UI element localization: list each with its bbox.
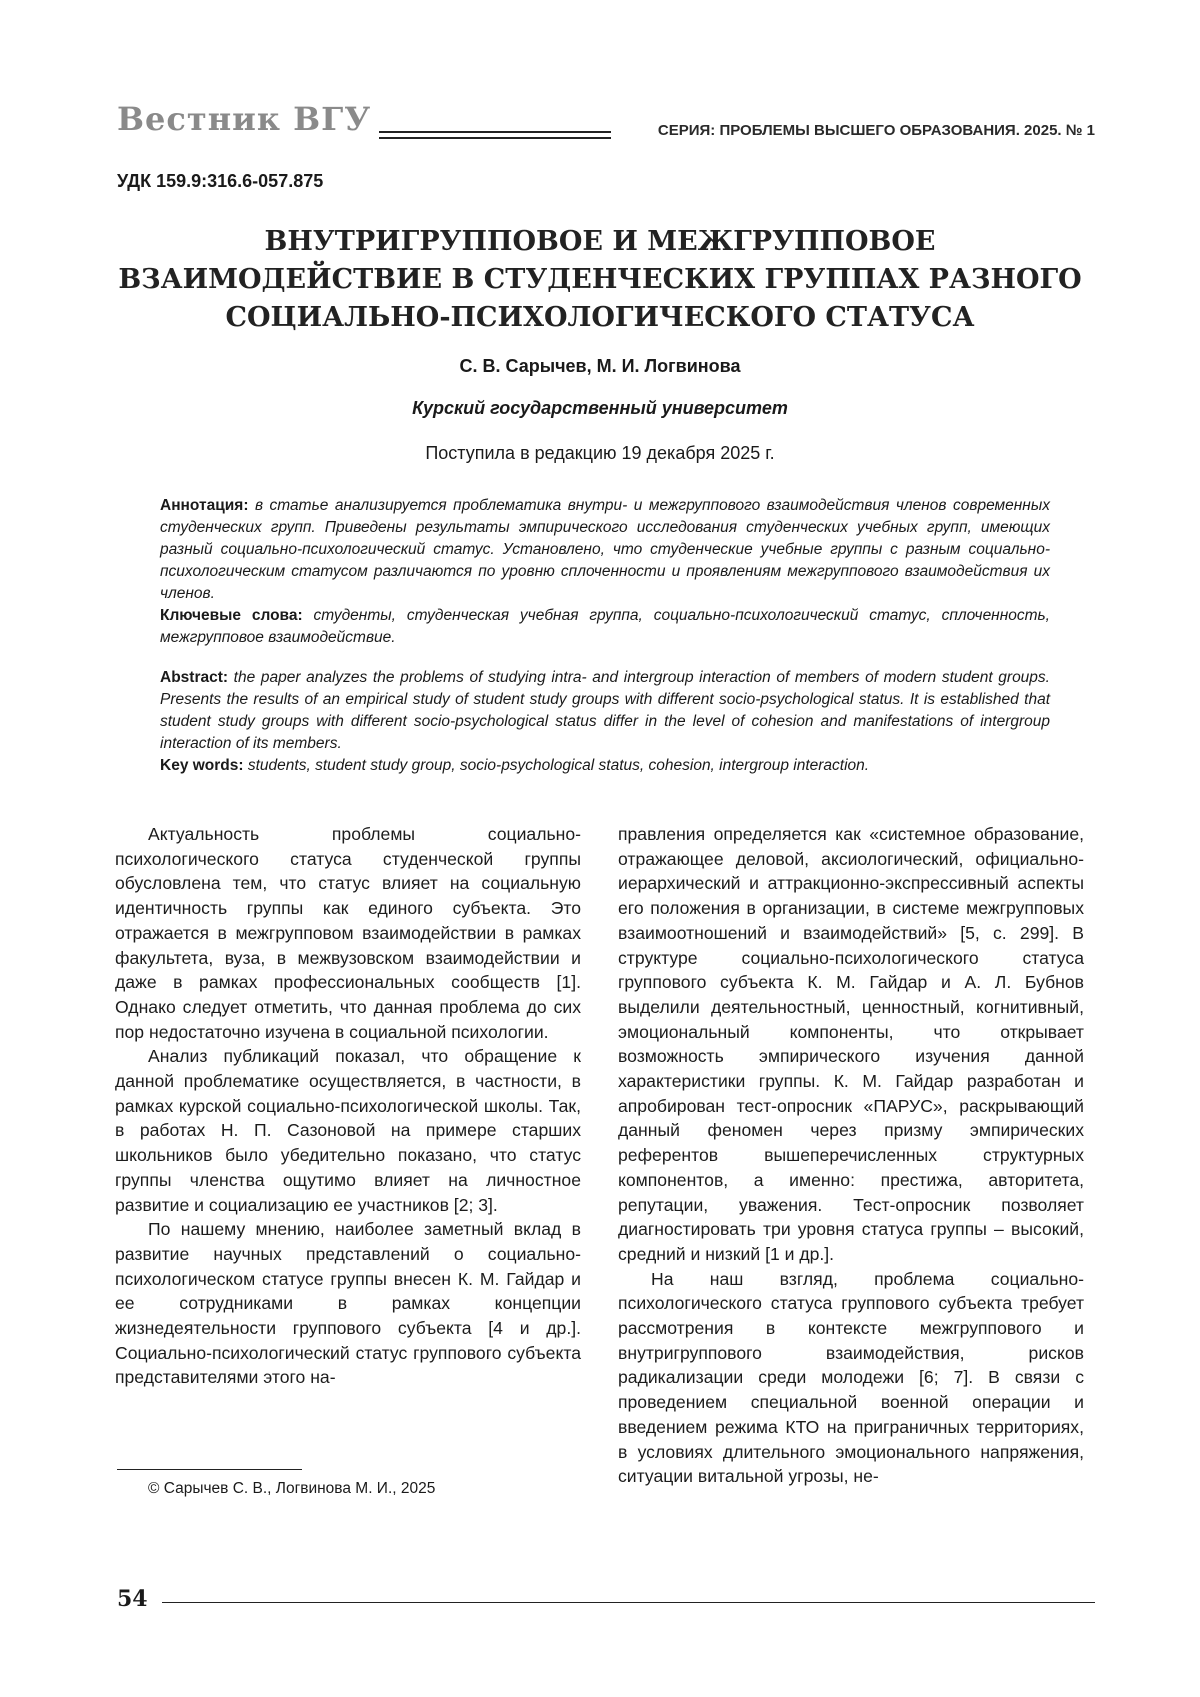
- abstract-en-text: the paper analyzes the problems of studying intra- and intergroup interaction of members of modern student groups. Presents the results of an empirical study of student study groups with different socio-psychological status. It is established that student study groups with different socio-psychological status differ in the level of cohesion and manifestations of intergroup interaction of its members.: [160, 669, 1050, 752]
- annotation-ru-block: [160, 495, 1050, 649]
- running-header: [117, 100, 1095, 150]
- keywords-en-text: students, student study group, socio-psychological status, cohesion, intergroup interaction.: [247, 757, 870, 774]
- annotation-ru-label: Аннотация:: [160, 497, 249, 514]
- keywords-ru-text: студенты, студенческая учебная группа, социально-психологический статус, сплоченность, межгрупповое взаимодействие.: [160, 607, 1050, 646]
- keywords-ru-label: Ключевые слова:: [160, 607, 303, 624]
- journal-name: Вестник ВГУ: [117, 100, 372, 138]
- affiliation: Курский государственный университет: [412, 398, 788, 418]
- header-rule: [379, 131, 611, 139]
- article-title: ВНУТРИГРУППОВОЕ И МЕЖГРУППОВОЕ ВЗАИМОДЕЙСТВИЕ В СТУДЕНЧЕСКИХ ГРУППАХ РАЗНОГО СОЦИАЛЬНО-ПСИХОЛОГИЧЕСКОГО СТАТУСА: [118, 226, 1082, 333]
- keywords-en: [160, 755, 1050, 777]
- footnote-rule: [117, 1469, 302, 1470]
- body-column-left: [115, 822, 581, 1390]
- body-paragraph: По нашему мнению, наиболее заметный вклад в развитие научных представлений о социально-психологическом статусе группы внесен К. М. Гайдар и ее сотрудниками в рамках концепции жизнедеятельности группового субъекта [4 и др.]. Социально-психологический статус группового субъекта представителями этого на-: [115, 1219, 581, 1388]
- keywords-ru: [160, 605, 1050, 649]
- body-paragraph: правления определяется как «системное образование, отражающее деловой, аксиологический, официально-иерархический и аттракционно-экспрессивный аспекты его положения в организации, в системе межгрупповых взаимоотношений и взаимодействий» [5, с. 299]. В структуре социально-психологического статуса группового субъекта К. М. Гайдар и А. Л. Бубнов выделили деятельностный, ценностный, когнитивный, эмоциональный компоненты, что открывает возможность эмпирического изучения данной характеристики группы. К. М. Гайдар разработан и апробирован тест-опросник «ПАРУС», раскрывающий данный феномен через призму эмпирических референтов вышеперечисленных структурных компонентов, а именно: престижа, авторитета, репутации, уважения. Тест-опросник позволяет диагностировать три уровня статуса группы – высокий, средний и низкий [1 и др.].: [618, 824, 1084, 1264]
- received-date: Поступила в редакцию 19 декабря 2025 г.: [425, 443, 775, 463]
- annotation-ru-text: в статье анализируется проблематика внутри- и межгруппового взаимодействия членов современных студенческих групп. Приведены результаты эмпирического исследования студенческих учебных групп, имеющих разный социально-психологический статус. Установлено, что студенческие учебные группы с разным социально-психологическим статусом различаются по уровню сплоченности и проявлениям межгруппового взаимодействия их членов.: [160, 497, 1050, 602]
- keywords-en-label: Key words:: [160, 757, 244, 774]
- body-paragraph: На наш взгляд, проблема социально-психологического статуса группового субъекта требует рассмотрения в контексте межгруппового и внутригруппового взаимодействия, рисков радикализации среди молодежи [6; 7]. В связи с проведением специальной военной операции и введением режима КТО на приграничных территориях, в условиях длительного эмоционального напряжения, ситуации витальной угрозы, не-: [618, 1268, 1084, 1487]
- udk-code: УДК 159.9:316.6-057.875: [117, 171, 324, 191]
- abstract-en: [160, 667, 1050, 755]
- abstract-en-block: [160, 667, 1050, 777]
- body-paragraph: Анализ публикаций показал, что обращение к данной проблематике осуществляется, в частности, в рамках курской социально-психологической школы. Так, в работах Н. П. Сазоновой на примере старших школьников было убедительно показано, что статус группы членства ощутимо влияет на личностное развитие и социализацию ее участников [2; 3].: [115, 1046, 581, 1215]
- annotation-ru: [160, 495, 1050, 605]
- abstract-en-label: Abstract:: [160, 669, 229, 686]
- body-paragraph: Актуальность проблемы социально-психологического статуса студенческой группы обусловлена тем, что статус влияет на социальную идентичность группы как единого субъекта. Это отражается в межгрупповом взаимодействии в рамках факультета, вуза, в межвузовском взаимодействии и даже в рамках профессиональных сообществ [1]. Однако следует отметить, что данная проблема до сих пор недостаточно изучена в социальной психологии.: [115, 824, 581, 1042]
- page-number: 54: [117, 1586, 148, 1612]
- footer-rule: [162, 1602, 1095, 1603]
- authors: С. В. Сарычев, М. И. Логвинова: [459, 356, 741, 376]
- body-column-right: [618, 822, 1084, 1489]
- copyright-footnote: © Сарычев С. В., Логвинова М. И., 2025: [148, 1480, 436, 1497]
- series-title: СЕРИЯ: ПРОБЛЕМЫ ВЫСШЕГО ОБРАЗОВАНИЯ. 2025. № 1: [657, 122, 1095, 139]
